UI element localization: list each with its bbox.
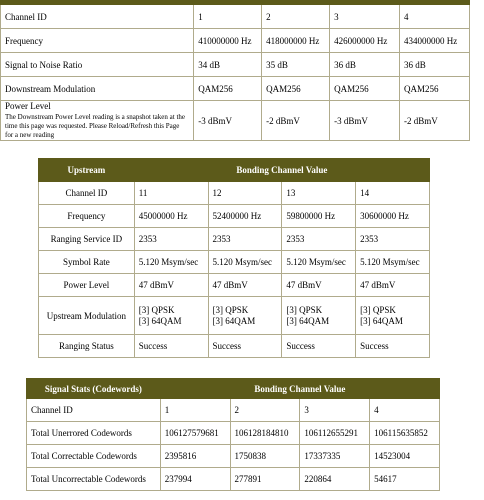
cell: -3 dBmV xyxy=(330,101,400,141)
cell: 47 dBmV xyxy=(134,274,208,297)
power-level-label: Power Level xyxy=(5,101,51,111)
table-row xyxy=(1,3,470,29)
cell xyxy=(282,297,356,335)
table-row xyxy=(39,228,430,251)
cell: 47 dBmV xyxy=(282,274,356,297)
table-row xyxy=(39,297,430,335)
table-row xyxy=(1,29,470,53)
modulation-line: [3] QPSK xyxy=(360,304,396,315)
cell: -2 dBmV xyxy=(400,101,470,141)
bonding-channel-header: Bonding Channel Value xyxy=(160,379,439,399)
cell: 54617 xyxy=(370,468,440,491)
cell: 14 xyxy=(356,182,430,205)
cell: 237994 xyxy=(160,468,230,491)
cell: 2353 xyxy=(356,228,430,251)
cell: 2353 xyxy=(208,228,282,251)
table-row xyxy=(1,77,470,101)
power-level-note: The Downstream Power Level reading is a snapshot taken at the time this page was requested. Please Reload/Refresh this Page for a new reading xyxy=(5,113,186,139)
cell: 2 xyxy=(230,399,300,422)
cell: 13 xyxy=(282,182,356,205)
cell: 47 dBmV xyxy=(208,274,282,297)
row-label: Signal to Noise Ratio xyxy=(1,53,194,77)
cell: 11 xyxy=(134,182,208,205)
modulation-line: [3] QPSK xyxy=(286,304,323,315)
status-cell: Success xyxy=(282,335,356,358)
row-label: Power Level xyxy=(39,274,135,297)
cell xyxy=(356,297,430,335)
modulation-line: [3] 64QAM xyxy=(138,315,182,326)
cell: 277891 xyxy=(230,468,300,491)
cell: 106112655291 xyxy=(300,422,370,445)
table-row xyxy=(27,445,440,468)
cell: QAM256 xyxy=(262,77,330,101)
cell: 30600000 Hz xyxy=(356,205,430,228)
upstream-header: Upstream xyxy=(39,159,135,182)
row-label: Channel ID xyxy=(39,182,135,205)
upstream-table xyxy=(38,158,430,358)
cell: 52400000 Hz xyxy=(208,205,282,228)
cell: 36 dB xyxy=(400,53,470,77)
cell: 3 xyxy=(330,3,400,29)
row-label: Total Uncorrectable Codewords xyxy=(27,468,161,491)
table-row xyxy=(39,274,430,297)
table-header-row xyxy=(39,159,430,182)
row-label: Channel ID xyxy=(1,3,194,29)
cell: 2 xyxy=(262,3,330,29)
table-row xyxy=(39,335,430,358)
modulation-line: [3] 64QAM xyxy=(360,315,403,326)
cell: 17337335 xyxy=(300,445,370,468)
status-cell: Success xyxy=(208,335,282,358)
cell: 12 xyxy=(208,182,282,205)
row-label: Total Correctable Codewords xyxy=(27,445,161,468)
power-level-label-cell xyxy=(1,101,194,141)
cell: 220864 xyxy=(300,468,370,491)
status-cell: Success xyxy=(356,335,430,358)
table-row xyxy=(1,101,470,141)
cell: 5.120 Msym/sec xyxy=(356,251,430,274)
table-row xyxy=(1,53,470,77)
cell: 2353 xyxy=(282,228,356,251)
modulation-line: [3] QPSK xyxy=(212,304,249,315)
cell: 106115635852 xyxy=(370,422,440,445)
cell: 5.120 Msym/sec xyxy=(134,251,208,274)
cell: 434000000 Hz xyxy=(400,29,470,53)
cell: 36 dB xyxy=(330,53,400,77)
row-label: Frequency xyxy=(1,29,194,53)
cell: 4 xyxy=(370,399,440,422)
modulation-line: [3] QPSK xyxy=(138,304,175,315)
cell: 106128184810 xyxy=(230,422,300,445)
bonding-channel-header: Bonding Channel Value xyxy=(134,159,429,182)
cell: 14523004 xyxy=(370,445,440,468)
cell: 47 dBmV xyxy=(356,274,430,297)
cell: -3 dBmV xyxy=(194,101,262,141)
cell: 3 xyxy=(300,399,370,422)
cell: 45000000 Hz xyxy=(134,205,208,228)
cell: QAM256 xyxy=(194,77,262,101)
table-row xyxy=(27,468,440,491)
cell: 418000000 Hz xyxy=(262,29,330,53)
cell: 1 xyxy=(160,399,230,422)
table-row xyxy=(39,182,430,205)
table-row xyxy=(27,399,440,422)
table-row xyxy=(39,251,430,274)
modulation-line: [3] 64QAM xyxy=(212,315,256,326)
cell: 1750838 xyxy=(230,445,300,468)
row-label: Symbol Rate xyxy=(39,251,135,274)
cell: QAM256 xyxy=(330,77,400,101)
cell: 410000000 Hz xyxy=(194,29,262,53)
cell xyxy=(208,297,282,335)
cell: 426000000 Hz xyxy=(330,29,400,53)
cell xyxy=(134,297,208,335)
cell: 1 xyxy=(194,3,262,29)
table-row xyxy=(39,205,430,228)
status-cell: Success xyxy=(134,335,208,358)
cell: 4 xyxy=(400,3,470,29)
codewords-table xyxy=(26,378,440,491)
row-label: Frequency xyxy=(39,205,135,228)
downstream-table xyxy=(0,0,470,141)
cell: QAM256 xyxy=(400,77,470,101)
cell: -2 dBmV xyxy=(262,101,330,141)
row-label: Upstream Modulation xyxy=(39,297,135,335)
row-label: Channel ID xyxy=(27,399,161,422)
codewords-header: Signal Stats (Codewords) xyxy=(27,379,161,399)
row-label: Downstream Modulation xyxy=(1,77,194,101)
table-header-row xyxy=(27,379,440,399)
cell: 5.120 Msym/sec xyxy=(208,251,282,274)
cell: 2353 xyxy=(134,228,208,251)
modulation-line: [3] 64QAM xyxy=(286,315,330,326)
row-label: Total Unerrored Codewords xyxy=(27,422,161,445)
row-label: Ranging Service ID xyxy=(39,228,135,251)
cell: 2395816 xyxy=(160,445,230,468)
cell: 59800000 Hz xyxy=(282,205,356,228)
row-label: Ranging Status xyxy=(39,335,135,358)
table-row xyxy=(27,422,440,445)
cell: 5.120 Msym/sec xyxy=(282,251,356,274)
cell: 34 dB xyxy=(194,53,262,77)
cell: 35 dB xyxy=(262,53,330,77)
cell: 106127579681 xyxy=(160,422,230,445)
